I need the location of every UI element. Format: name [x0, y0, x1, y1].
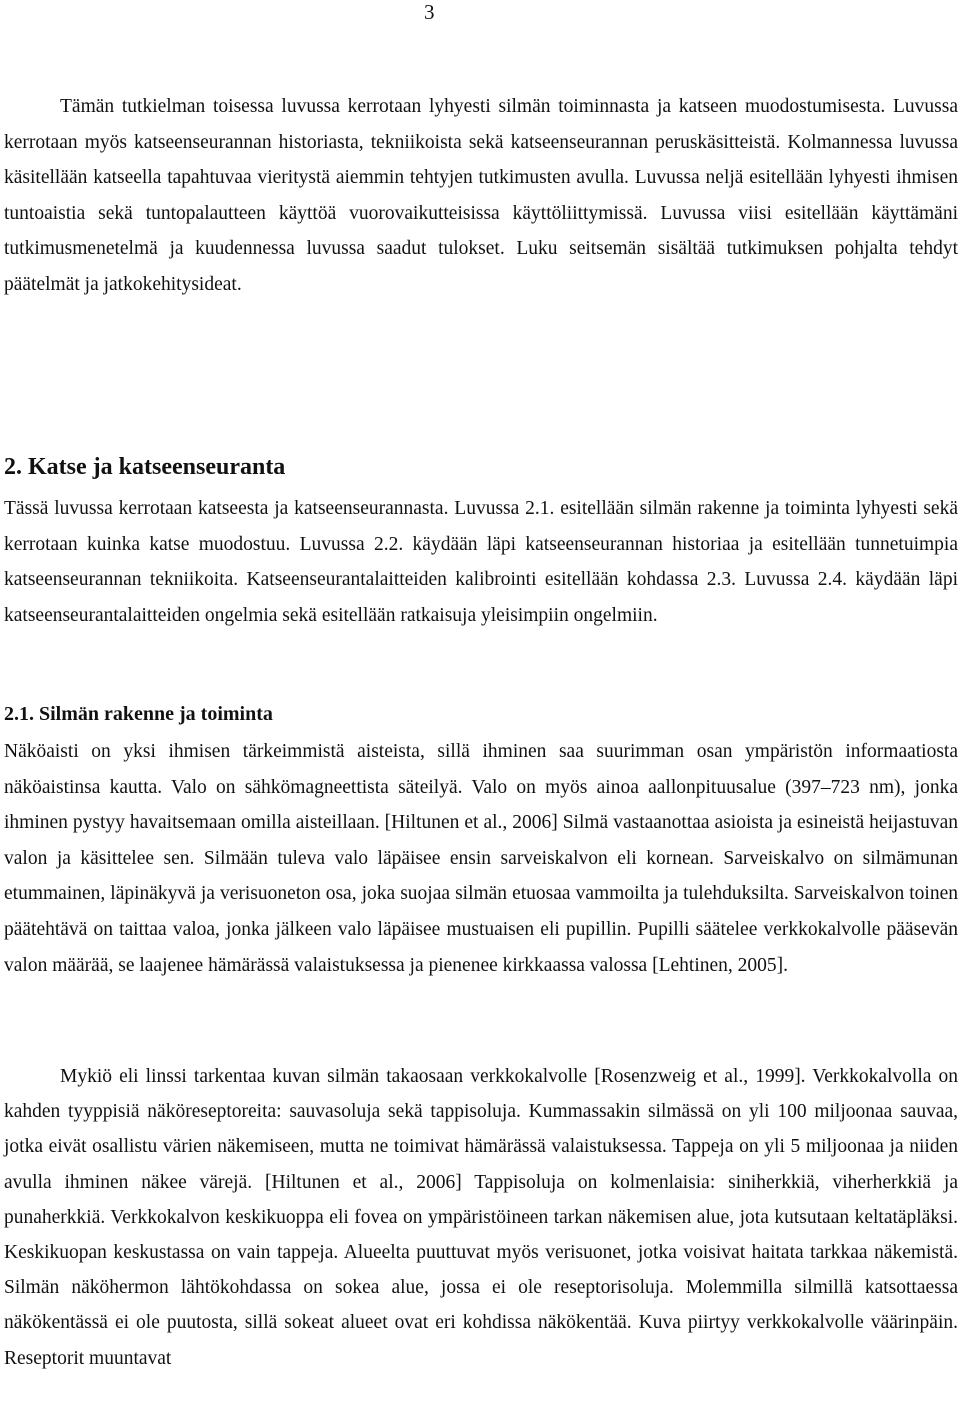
section-heading: 2.1. Silmän rakenne ja toiminta [4, 703, 273, 725]
section-paragraph-1: Näköaisti on yksi ihmisen tärkeimmistä aisteista, sillä ihminen saa suurimman osan ympäristön informaatiosta näköaistinsa kautta. Valo on sähkömagneettista säteilyä. Valo on myös ainoa aallonpituusalue (397–723 nm), jonka ihminen pystyy havaitsemaan omilla aisteillaan. [Hiltunen et al., 2006] Silmä vastaanottaa asioista ja esineistä heijastuvan valon ja käsittelee sen. Silmään tuleva valo läpäisee ensin sarveiskalvon eli kornean. Sarveiskalvo on silmämunan etummainen, läpinäkyvä ja verisuoneton osa, joka suojaa silmän etuosaa vammoilta ja tulehduksilta. Sarveiskalvon toinen päätehtävä on taittaa valoa, jonka jälkeen valo läpäisee mustuaisen eli pupillin. Pupilli säätelee verkkokalvolle pääsevän valon määrää, se laajenee hämärässä valaistuksessa ja pienenee kirkkaassa valossa [Lehtinen, 2005]. [4, 741, 958, 976]
page-number: 3 [424, 0, 435, 24]
section-paragraph-2: Mykiö eli linssi tarkentaa kuvan silmän takaosaan verkkokalvolle [Rosenzweig et al., 1999]. Verkkokalvolla on kahden tyyppisiä näköreseptoreita: sauvasoluja sekä tappisoluja. Kummassakin silmässä on yli 100 miljoonaa sauvaa, jotka eivät osallistu värien näkemiseen, mutta ne toimivat hämärässä valaistuksessa. Tappeja on yli 5 miljoonaa ja niiden avulla ihminen näkee värejä. [Hiltunen et al., 2006] Tappisoluja on kolmenlaisia: siniherkkiä, viherherkkiä ja punaherkkiä. Verkkokalvon keskikuoppa eli fovea on ympäristöineen tarkan näkemisen alue, jota kutsutaan keltatäpläksi. Keskikuopan keskustassa on vain tappeja. Alueelta puuttuvat myös verisuonet, jotka voisivat haitata tarkkaa näkemistä. Silmän näköhermon lähtökohdassa on sokea alue, jossa ei ole reseptorisoluja. Molemmilla silmillä katsottaessa näkökentässä ei ole puutosta, sillä sokeat alueet ovat eri kohdissa näkökentää. Kuva piirtyy verkkokalvolle väärinpäin. Reseptorit muuntavat [4, 1066, 958, 1369]
chapter-heading: 2. Katse ja katseenseuranta [4, 454, 286, 480]
intro-paragraph: Tämän tutkielman toisessa luvussa kerrotaan lyhyesti silmän toiminnasta ja katseen muodostumisesta. Luvussa kerrotaan myös katseenseurannan historiasta, tekniikoista sekä katseenseurannan peruskäsitteistä. Kolmannessa luvussa käsitellään katseella tapahtuvaa vieritystä aiemmin tehtyjen tutkimusten avulla. Luvussa neljä esitellään lyhyesti ihmisen tuntoaistia sekä tuntopalautteen käyttöä vuorovaikutteisissa käyttöliittymissä. Luvussa viisi esitellään käyttämäni tutkimusmenetelmä ja kuudennessa luvussa saadut tulokset. Luku seitsemän sisältää tutkimuksen pohjalta tehdyt päätelmät ja jatkokehitysideat. [4, 96, 958, 295]
chapter-intro-paragraph: Tässä luvussa kerrotaan katseesta ja katseenseurannasta. Luvussa 2.1. esitellään silmän rakenne ja toiminta lyhyesti sekä kerrotaan kuinka katse muodostuu. Luvussa 2.2. käydään läpi katseenseurannan historiaa ja esitellään tunnetuimpia katseenseurannan tekniikoita. Katseenseurantalaitteiden kalibrointi esitellään kohdassa 2.3. Luvussa 2.4. käydään läpi katseenseurantalaitteiden ongelmia sekä esitellään ratkaisuja yleisimpiin ongelmiin. [4, 498, 958, 626]
